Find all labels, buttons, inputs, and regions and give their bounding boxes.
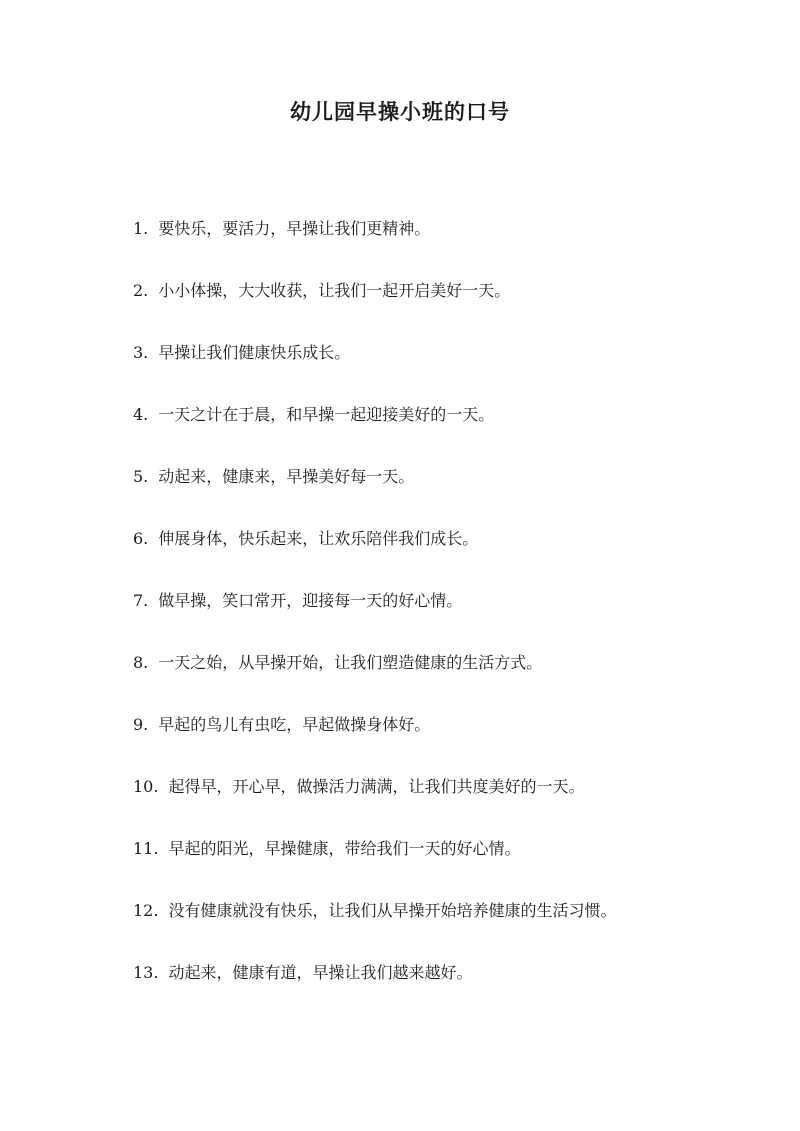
item-number: 2. [133,281,149,300]
item-text: 动起来，健康来，早操美好每一天。 [158,467,415,486]
item-text: 早起的鸟儿有虫吃，早起做操身体好。 [158,715,431,734]
list-item [133,337,773,399]
list-item [133,771,773,833]
list-item [133,275,773,337]
item-number: 8. [133,653,149,672]
item-text: 早操让我们健康快乐成长。 [158,343,351,362]
item-number: 10. [133,777,159,796]
item-text: 伸展身体，快乐起来，让欢乐陪伴我们成长。 [158,529,479,548]
list-item [133,709,773,771]
item-text: 小小体操，大大收获，让我们一起开启美好一天。 [158,281,511,300]
item-number: 11. [133,839,159,858]
item-number: 3. [133,343,149,362]
list-item [133,585,773,647]
item-number: 1. [133,219,149,238]
item-number: 6. [133,529,149,548]
item-number: 12. [133,901,159,920]
item-text: 做早操，笑口常开，迎接每一天的好心情。 [158,591,463,610]
item-text: 早起的阳光，早操健康，带给我们一天的好心情。 [168,839,521,858]
item-text: 一天之计在于晨，和早操一起迎接美好的一天。 [158,405,495,424]
item-text: 要快乐，要活力，早操让我们更精神。 [158,219,431,238]
item-number: 7. [133,591,149,610]
item-text: 没有健康就没有快乐，让我们从早操开始培养健康的生活习惯。 [168,901,617,920]
item-text: 一天之始，从早操开始，让我们塑造健康的生活方式。 [158,653,543,672]
list-item [133,957,773,1019]
list-item [133,833,773,895]
item-number: 5. [133,467,149,486]
document-title: 幼儿园早操小班的口号 [290,99,510,124]
list-item [133,895,773,957]
list-item [133,399,773,461]
item-text: 动起来，健康有道，早操让我们越来越好。 [168,963,473,982]
item-number: 4. [133,405,149,424]
list-item [133,213,773,275]
list-item [133,647,773,709]
list-item [133,523,773,585]
slogan-list [133,213,773,1019]
item-number: 9. [133,715,149,734]
list-item [133,461,773,523]
item-text: 起得早，开心早，做操活力满满，让我们共度美好的一天。 [168,777,585,796]
item-number: 13. [133,963,159,982]
